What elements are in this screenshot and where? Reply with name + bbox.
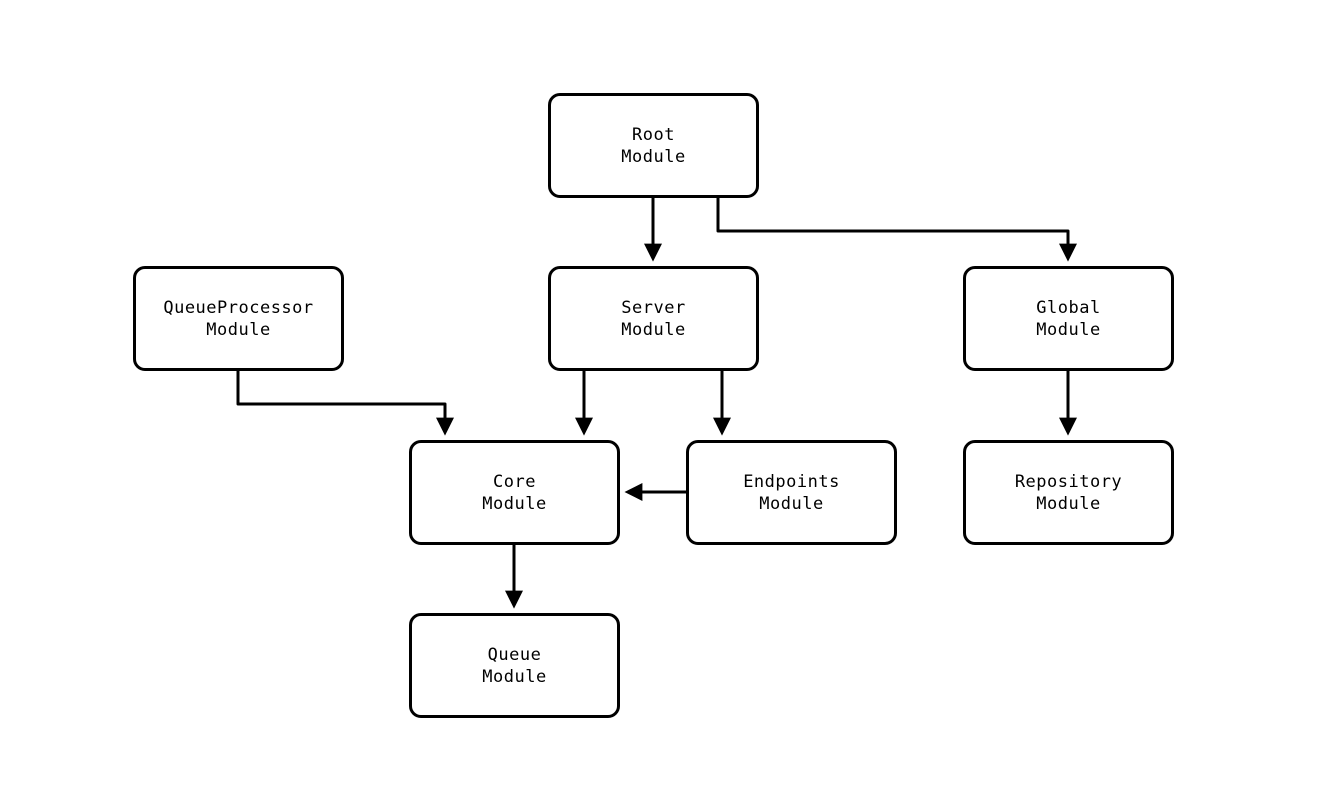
node-label-line2: Module: [621, 146, 686, 167]
node-label-line2: Module: [1036, 319, 1101, 340]
node-label-line2: Module: [482, 493, 547, 514]
edge-queueprocessor-to-core: [238, 371, 445, 432]
node-root-module[interactable]: [548, 93, 759, 198]
node-queueprocessor-module[interactable]: [133, 266, 344, 371]
node-label-line2: Module: [1036, 493, 1101, 514]
node-label-line1: Server: [621, 297, 686, 318]
node-label-line2: Module: [482, 666, 547, 687]
node-repository-module[interactable]: [963, 440, 1174, 545]
node-label-line1: Queue: [487, 644, 542, 665]
node-label-line2: Module: [759, 493, 824, 514]
node-endpoints-module[interactable]: [686, 440, 897, 545]
node-label-line1: Root: [632, 124, 675, 145]
edge-root-to-global: [718, 198, 1068, 258]
node-label-line1: Endpoints: [743, 471, 840, 492]
node-label-line1: Core: [493, 471, 536, 492]
node-queue-module[interactable]: [409, 613, 620, 718]
node-label-line2: Module: [621, 319, 686, 340]
node-label-line1: Repository: [1014, 471, 1123, 492]
node-global-module[interactable]: [963, 266, 1174, 371]
node-label-line1: Global: [1036, 297, 1101, 318]
node-server-module[interactable]: [548, 266, 759, 371]
node-label-line1: QueueProcessor: [163, 297, 314, 318]
node-label-line2: Module: [206, 319, 271, 340]
node-core-module[interactable]: [409, 440, 620, 545]
